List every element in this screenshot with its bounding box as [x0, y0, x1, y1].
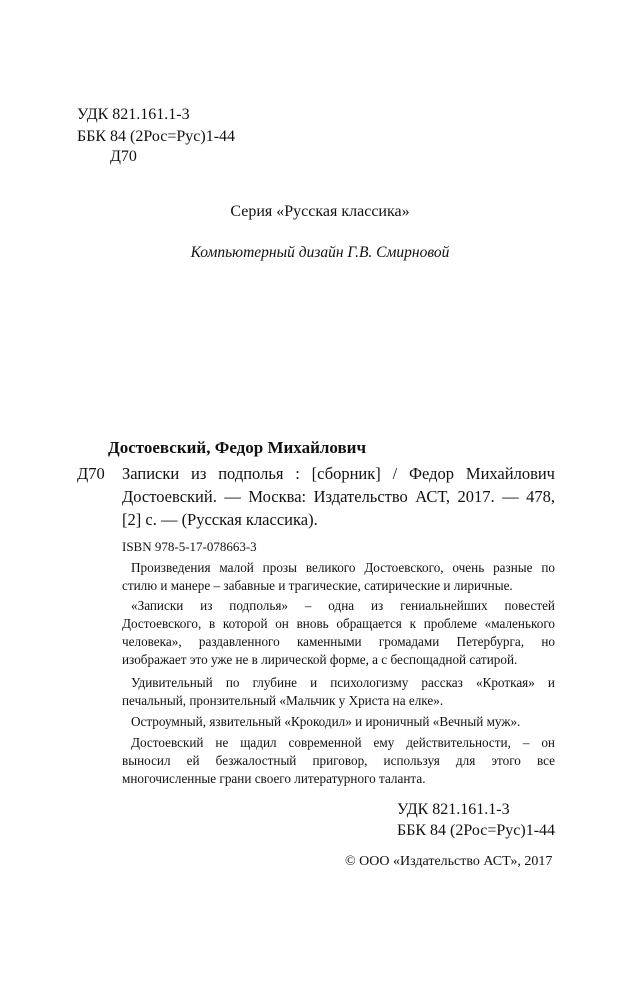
annotation-line: Произведения малой прозы великого Достоевского, очень разные по	[131, 560, 555, 575]
bbk-code-bottom: ББК 84 (2Рос=Рус)1-44	[397, 822, 556, 839]
series-line: Серия «Русская классика»	[230, 203, 410, 220]
annotation-line: изображает это уже не в лирической форме, а с беспощадной сатирой.	[122, 652, 518, 667]
author-mark-record: Д70	[77, 464, 105, 483]
annotation-line: Достоевского, в которой он вновь обращается к проблеме «маленького	[122, 616, 555, 631]
annotation-line: «Записки из подполья» – одна из гениальнейших повестей	[131, 598, 555, 613]
annotation-line: печальный, пронзительный «Мальчик у Христа на елке».	[122, 693, 444, 708]
annotation-line: Удивительный по глубине и психологизму рассказ «Кроткая» и	[131, 675, 555, 690]
annotation-line: человека», раздавленного каменными громадами Петербурга, но	[122, 634, 555, 649]
record-description-line: [2] с. — (Русская классика).	[122, 510, 318, 529]
annotation-line: стилю и манере – забавные и трагические, сатирические и лиричные.	[122, 578, 513, 593]
annotation-line: Остроумный, язвительный «Крокодил» и ироничный «Вечный муж».	[131, 714, 521, 729]
annotation-line: многочисленные грани своего литературного таланта.	[122, 771, 426, 786]
annotation-line: Достоевский не щадил современной ему действительности, – он	[131, 735, 555, 750]
record-description-line: Достоевский. — Москва: Издательство АСТ, 2017. — 478,	[122, 487, 555, 506]
udk-code-top: УДК 821.161.1-3	[77, 106, 190, 123]
annotation-line: выносил ей безжалостный приговор, используя для этого все	[122, 753, 555, 768]
copyright-notice: © ООО «Издательство АСТ», 2017	[345, 854, 553, 869]
udk-code-bottom: УДК 821.161.1-3	[397, 801, 510, 818]
author-heading: Достоевский, Федор Михайлович	[108, 438, 367, 457]
isbn: ISBN 978-5-17-078663-3	[122, 539, 257, 554]
design-credit: Компьютерный дизайн Г.В. Смирновой	[190, 244, 450, 261]
record-description-line: Записки из подполья : [сборник] / Федор Михайлович	[122, 464, 555, 483]
author-mark-top: Д70	[110, 148, 137, 165]
bbk-code-top: ББК 84 (2Рос=Рус)1-44	[77, 128, 236, 145]
